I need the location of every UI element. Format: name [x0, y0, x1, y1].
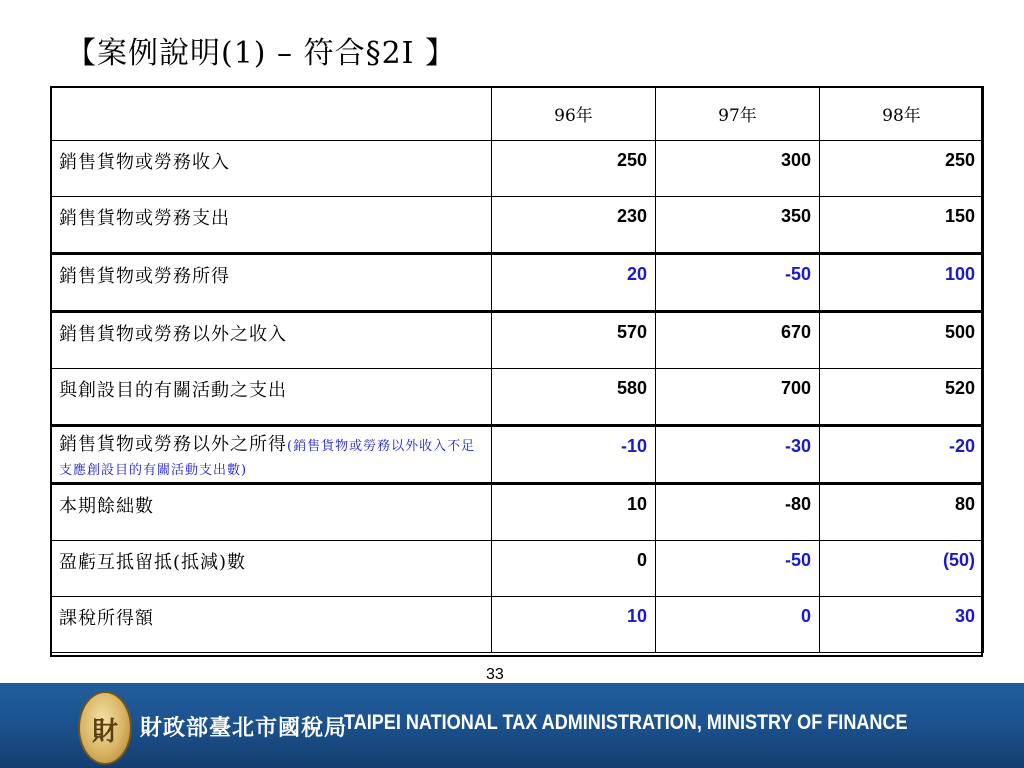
- cell-value: 580: [616, 378, 647, 398]
- tax-comparison-table: [50, 86, 984, 653]
- header-empty-cell: [51, 87, 492, 141]
- cell-value: -50: [784, 264, 811, 284]
- cell-value: 250: [616, 150, 647, 170]
- cell-value: 500: [944, 322, 975, 342]
- cell-value: 10: [626, 606, 647, 626]
- cell-value: -80: [784, 494, 811, 514]
- table-row-sales-income: [51, 254, 984, 312]
- cell-value: 700: [780, 378, 811, 398]
- table-row-loss-offset: [51, 541, 984, 597]
- org-name-english: TAIPEI NATIONAL TAX ADMINISTRATION, MINISTRY OF FINANCE: [344, 711, 908, 734]
- row-label: 銷售貨物或勞務以外之所得: [59, 434, 287, 455]
- table-row-surplus-deficit: [51, 484, 984, 541]
- seal-character: 財: [91, 717, 118, 747]
- row-label: 盈虧互抵留抵(抵減)數: [59, 552, 247, 573]
- table-row-sales-expense: [51, 197, 984, 254]
- cell-value: (50): [942, 550, 975, 570]
- cell-value: 0: [800, 606, 811, 626]
- row-label: 銷售貨物或勞務以外之收入: [59, 324, 287, 345]
- table-row-taxable-income: [51, 597, 984, 653]
- cell-value: 350: [780, 206, 811, 226]
- header-year-98: 98年: [820, 87, 984, 141]
- row-label-with-note: [59, 427, 483, 482]
- cell-value: 300: [780, 150, 811, 170]
- table-row-sales-revenue: [51, 141, 984, 197]
- cell-value: 150: [944, 206, 975, 226]
- cell-value: -30: [784, 436, 811, 456]
- cell-value: -10: [620, 436, 647, 456]
- org-name-chinese: 財政部臺北市國稅局: [140, 716, 348, 741]
- slide-title: 【案例說明(1) – 符合§2Ⅰ 】: [66, 36, 457, 71]
- footer-bar: [0, 683, 1024, 768]
- cell-value: 250: [944, 150, 975, 170]
- cell-value: 80: [954, 494, 975, 514]
- cell-value: 30: [954, 606, 975, 626]
- cell-value: 10: [626, 494, 647, 514]
- row-label: 本期餘絀數: [59, 496, 154, 517]
- header-year-96: 96年: [492, 87, 656, 141]
- cell-value: 570: [616, 322, 647, 342]
- cell-value: 520: [944, 378, 975, 398]
- table-row-activity-expense: [51, 369, 984, 426]
- cell-value: 100: [944, 264, 975, 284]
- row-label: 銷售貨物或勞務收入: [59, 152, 230, 173]
- row-label: 與創設目的有關活動之支出: [59, 380, 287, 401]
- table-row-other-revenue: [51, 312, 984, 369]
- cell-value: -20: [948, 436, 975, 456]
- tax-bureau-seal-logo: [78, 691, 132, 765]
- row-label: 銷售貨物或勞務支出: [59, 208, 230, 229]
- page-number: 33: [486, 666, 504, 683]
- table-row-other-income: [51, 426, 984, 484]
- cell-value: 670: [780, 322, 811, 342]
- cell-value: 0: [636, 550, 647, 570]
- header-year-97: 97年: [656, 87, 820, 141]
- row-note: (銷售貨物或勞務以外收入不足支應創設目的有關活動支出數): [59, 439, 476, 478]
- cell-value: 230: [616, 206, 647, 226]
- row-label: 銷售貨物或勞務所得: [59, 266, 230, 287]
- row-label: 課稅所得額: [59, 608, 154, 629]
- cell-value: -50: [784, 550, 811, 570]
- cell-value: 20: [626, 264, 647, 284]
- table-header-row: [51, 87, 984, 141]
